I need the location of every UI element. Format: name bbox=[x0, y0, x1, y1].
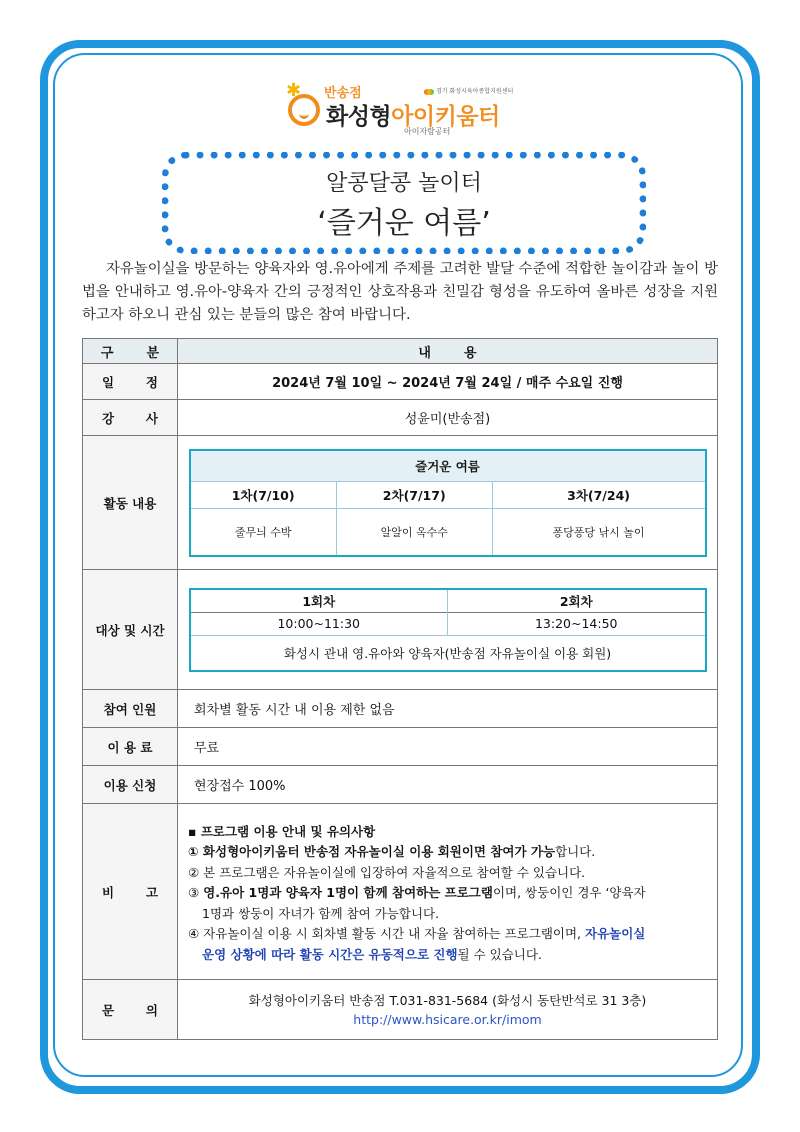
target-content bbox=[178, 570, 718, 690]
note-4: ④ 자유놀이실 이용 시 회차별 활동 시간 내 자율 참여하는 프로그램이며, 자유놀이실 bbox=[188, 926, 646, 942]
round-name-row bbox=[190, 589, 706, 613]
header-content: 내 용 bbox=[178, 339, 718, 364]
logo-org-small: 경기 화성시육아종합지원센터 bbox=[424, 86, 513, 95]
session-activity: 퐁당퐁당 낚시 놀이 bbox=[492, 508, 705, 556]
activity-theme: 즐거운 여름 bbox=[190, 450, 706, 482]
fee-value: 무료 bbox=[178, 728, 718, 766]
contact-line: 화성형아이키움터 반송점 T.031-831-5684 (화성시 동탄반석로 31 3층) bbox=[248, 992, 647, 1008]
session-name: 2차(7/17) bbox=[336, 481, 492, 508]
fee-label: 이 용 료 bbox=[83, 728, 178, 766]
program-table bbox=[82, 338, 718, 1040]
round-time: 10:00~11:30 bbox=[190, 612, 448, 635]
fee-row bbox=[83, 728, 718, 766]
activity-session-row bbox=[190, 481, 706, 508]
participants-row bbox=[83, 690, 718, 728]
note-2: ② 본 프로그램은 자유놀이실에 입장하여 자율적으로 참여할 수 있습니다. bbox=[188, 864, 586, 880]
apply-value: 현장접수 100% bbox=[178, 766, 718, 804]
star-icon: ✱ bbox=[286, 80, 302, 101]
smile-face-icon bbox=[288, 94, 320, 126]
target-audience-row bbox=[190, 635, 706, 671]
apply-row bbox=[83, 766, 718, 804]
schedule-row bbox=[83, 364, 718, 400]
contact-row bbox=[83, 980, 718, 1040]
session-activity: 알알이 옥수수 bbox=[336, 508, 492, 556]
note-4-continued: 운영 상황에 따라 활동 시간은 유동적으로 진행될 수 있습니다. bbox=[202, 946, 542, 962]
contact-url-link[interactable]: http://www.hsicare.or.kr/imom bbox=[353, 1011, 542, 1027]
round-name: 1회차 bbox=[190, 589, 448, 613]
instructor-row bbox=[83, 400, 718, 436]
activity-content bbox=[178, 436, 718, 570]
note-1: ① 화성형아이키움터 반송점 자유놀이실 이용 회원이면 참여가 가능합니다. bbox=[188, 844, 596, 860]
contact-info bbox=[178, 991, 717, 1029]
activity-name-row bbox=[190, 508, 706, 556]
table-header-row bbox=[83, 339, 718, 364]
title-line-1: 알콩달콩 놀이터 bbox=[326, 171, 482, 196]
org-mark-icon bbox=[424, 89, 434, 95]
logo-name: 화성형아이키움터 bbox=[326, 104, 500, 130]
contact-content bbox=[178, 980, 718, 1040]
participants-value: 회차별 활동 시간 내 이용 제한 없음 bbox=[178, 690, 718, 728]
activity-theme-row bbox=[190, 450, 706, 482]
instructor-label: 강 사 bbox=[83, 400, 178, 436]
round-time-row bbox=[190, 612, 706, 635]
session-activity: 줄무늬 수박 bbox=[190, 508, 337, 556]
activity-table bbox=[189, 449, 707, 557]
participants-label: 참여 인원 bbox=[83, 690, 178, 728]
target-row bbox=[83, 570, 718, 690]
target-audience: 화성시 관내 영.유아와 양육자(반송점 자유놀이실 이용 회원) bbox=[190, 635, 706, 671]
instructor-value: 성윤미(반송점) bbox=[178, 400, 718, 436]
header-category: 구 분 bbox=[83, 339, 178, 364]
target-table bbox=[189, 588, 707, 672]
schedule-value: 2024년 7월 10일 ~ 2024년 7월 24일 / 매주 수요일 진행 bbox=[178, 364, 718, 400]
notes-label: 비 고 bbox=[83, 804, 178, 980]
round-time: 13:20~14:50 bbox=[448, 612, 706, 635]
session-name: 3차(7/24) bbox=[492, 481, 705, 508]
activity-row bbox=[83, 436, 718, 570]
logo-subtitle: 아이자람공터 bbox=[404, 127, 451, 136]
target-label: 대상 및 시간 bbox=[83, 570, 178, 690]
logo bbox=[286, 80, 526, 140]
contact-label: 문 의 bbox=[83, 980, 178, 1040]
round-name: 2회차 bbox=[448, 589, 706, 613]
note-3-continued: 1명과 쌍둥이 자녀가 함께 참여 가능합니다. bbox=[202, 905, 440, 921]
title-line-2: ‘즐거운 여름’ bbox=[317, 206, 491, 241]
notes-heading: ▪ 프로그램 이용 안내 및 유의사항 bbox=[188, 823, 376, 839]
apply-label: 이용 신청 bbox=[83, 766, 178, 804]
notes-row bbox=[83, 804, 718, 980]
notes-list bbox=[178, 808, 717, 976]
activity-label: 활동 내용 bbox=[83, 436, 178, 570]
intro-paragraph: 자유놀이실을 방문하는 양육자와 영.유아에게 주제를 고려한 발달 수준에 적합한 놀이감과 놀이 방법을 안내하고 영.유아-양육자 간의 긍정적인 상호작용과 친밀감 형성을 유도하여 올바른 성장을 지원하고자 하오니 관심 있는 분들의 많은 참여 바랍니다. bbox=[82, 261, 718, 323]
notes-content bbox=[178, 804, 718, 980]
logo-branch: 반송점 bbox=[324, 86, 362, 101]
schedule-label: 일 정 bbox=[83, 364, 178, 400]
note-3: ③ 영.유아 1명과 양육자 1명이 함께 참여하는 프로그램이며, 쌍둥이인 경우 ‘양육자 bbox=[188, 885, 646, 901]
session-name: 1차(7/10) bbox=[190, 481, 337, 508]
